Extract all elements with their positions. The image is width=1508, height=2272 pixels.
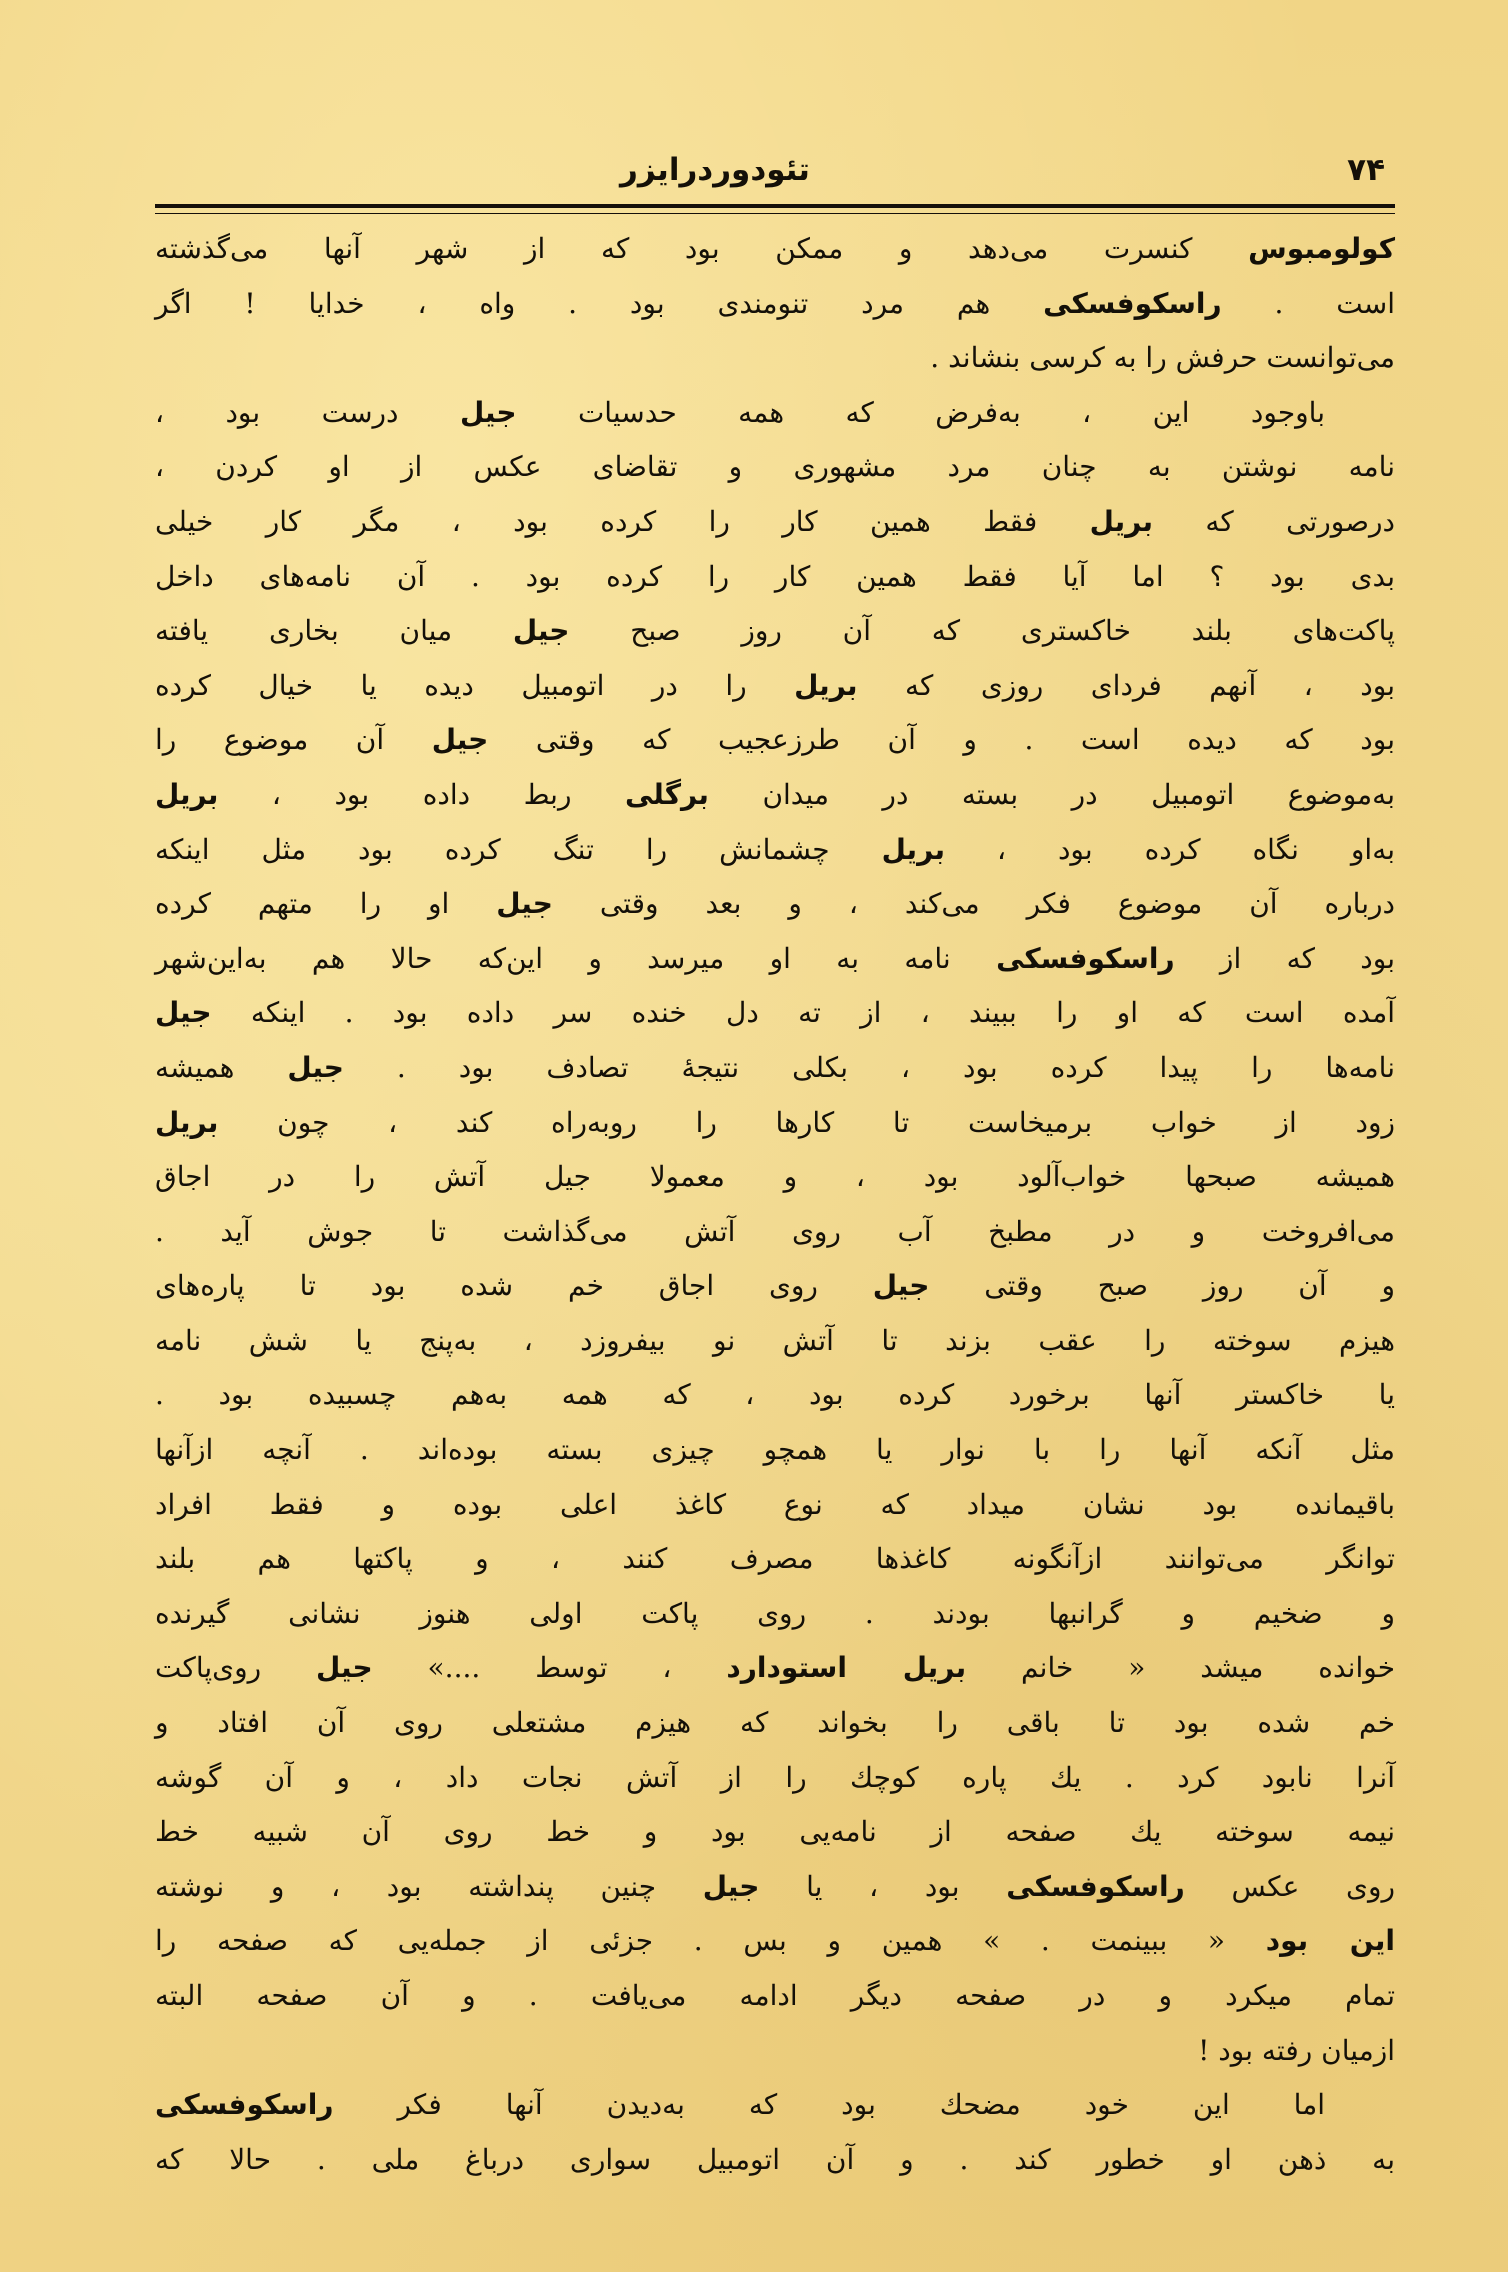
line-text: و ضخیم و گرانبها بودند . روی پاکت اولی هنوز نشانی گیرنده bbox=[155, 1596, 1395, 1630]
bold-name: جیل bbox=[155, 996, 212, 1030]
text-line bbox=[155, 1150, 1395, 1205]
line-text: فقط همین کار را کرده بود ، مگر کار خیلی bbox=[155, 504, 1090, 538]
line-text: همیشه صبحها خواب‌آلود بود ، و معمولا جیل آتش را در اجاق bbox=[155, 1160, 1395, 1194]
text-line bbox=[155, 222, 1395, 277]
text-line bbox=[155, 1423, 1395, 1478]
line-text: آمده است که او را ببیند ، از ته دل خنده سر داده بود . اینکه bbox=[211, 996, 1395, 1030]
line-text: آنرا نابود کرد . یك پاره کوچك را از آتش نجات داد ، و آن گوشه bbox=[155, 1760, 1395, 1794]
bold-name: بریل bbox=[155, 777, 219, 811]
line-text: روی‌پاکت bbox=[155, 1651, 317, 1685]
bold-name: جیل bbox=[872, 1269, 930, 1303]
line-text: پاکت‌های بلند خاکستری که آن روز صبح bbox=[569, 614, 1395, 648]
line-text: است . bbox=[1221, 286, 1395, 320]
body-text bbox=[155, 222, 1395, 2187]
line-text: را در اتومبیل دیده یا خیال کرده bbox=[155, 668, 795, 702]
text-line bbox=[155, 1041, 1395, 1096]
bold-name: راسکوفسکی bbox=[996, 941, 1175, 975]
bold-name: بریل bbox=[155, 1105, 219, 1139]
line-text: ازمیان رفته بود ! bbox=[1198, 2033, 1395, 2067]
line-text: به ذهن او خطور کند . و آن اتومبیل سواری درباغ ملی . حالا که bbox=[155, 2142, 1395, 2176]
text-line bbox=[155, 2133, 1395, 2188]
bold-name: جیل bbox=[287, 1050, 344, 1084]
text-line bbox=[155, 1805, 1395, 1860]
text-line bbox=[155, 713, 1395, 768]
text-line bbox=[155, 659, 1395, 714]
text-line bbox=[155, 768, 1395, 823]
bold-name: برگلی bbox=[624, 777, 709, 811]
line-text: روی عکس bbox=[1184, 1869, 1395, 1903]
text-line bbox=[155, 1532, 1395, 1587]
bold-name: راسکوفسکی bbox=[1006, 1869, 1185, 1903]
text-line bbox=[155, 1314, 1395, 1369]
bold-name: بریل bbox=[881, 832, 945, 866]
text-line bbox=[155, 386, 1395, 441]
line-text: درست بود ، bbox=[155, 395, 460, 429]
line-text: ربط داده بود ، bbox=[218, 777, 625, 811]
line-text: همیشه bbox=[155, 1050, 288, 1084]
line-text: میان بخاری یافته bbox=[155, 614, 513, 648]
text-line bbox=[155, 1641, 1395, 1696]
line-text: نامه نوشتن به چنان مرد مشهوری و تقاضای عکس از او کردن ، bbox=[155, 450, 1395, 484]
text-line bbox=[155, 1696, 1395, 1751]
text-line bbox=[155, 1969, 1395, 2024]
line-text: نیمه سوخته یك صفحه از نامه‌یی بود و خط روی آن شبیه خط bbox=[155, 1815, 1395, 1849]
text-line bbox=[155, 1751, 1395, 1806]
line-text: مثل آنکه آنها را با نوار یا همچو چیزی بسته بوده‌اند . آنچه ازآنها bbox=[155, 1433, 1395, 1467]
text-line bbox=[155, 604, 1395, 659]
line-text: آن موضوع را bbox=[155, 723, 432, 757]
bold-name: این بود bbox=[1265, 1924, 1395, 1958]
line-text: خم شده بود تا باقی را بخواند که هیزم مشتعلی روی آن افتاد و bbox=[155, 1706, 1395, 1740]
line-text: نامه به او میرسد و این‌که حالا هم به‌این‌شهر bbox=[155, 941, 997, 975]
line-text: یا خاکستر آنها برخورد کرده بود ، که همه به‌هم چسبیده بود . bbox=[155, 1378, 1395, 1412]
line-text: به‌موضوع اتومبیل در بسته در میدان bbox=[708, 777, 1395, 811]
text-line bbox=[155, 1096, 1395, 1151]
text-line bbox=[155, 2078, 1395, 2133]
bold-name: جیل bbox=[431, 723, 489, 757]
text-line bbox=[155, 331, 1395, 386]
line-text: به‌او نگاه کرده بود ، bbox=[945, 832, 1395, 866]
text-line bbox=[155, 550, 1395, 605]
line-text: کنسرت می‌دهد و ممکن بود که از شهر آنها می‌گذشته bbox=[155, 232, 1249, 265]
line-text: او را متهم کرده bbox=[155, 887, 497, 921]
bold-name: جیل bbox=[316, 1651, 373, 1685]
line-text: بدی بود ؟ اما آیا فقط همین کار را کرده بود . آن نامه‌های داخل bbox=[155, 559, 1395, 593]
line-text: هیزم سوخته را عقب بزند تا آتش نو بیفروزد ، به‌پنج یا شش نامه bbox=[155, 1323, 1395, 1357]
text-line bbox=[155, 877, 1395, 932]
running-title: تئودوردرایزر bbox=[620, 152, 810, 188]
header-rule-thick bbox=[155, 204, 1395, 208]
text-line bbox=[155, 1368, 1395, 1423]
text-line bbox=[155, 495, 1395, 550]
line-text: باوجود این ، به‌فرض که همه حدسیات bbox=[516, 395, 1325, 429]
line-text: بود که از bbox=[1174, 941, 1395, 975]
line-text: و آن روز صبح وقتی bbox=[929, 1269, 1396, 1303]
line-text: درصورتی که bbox=[1153, 504, 1395, 538]
text-line bbox=[155, 1587, 1395, 1642]
text-line bbox=[155, 1914, 1395, 1969]
header-rule-thin bbox=[155, 213, 1395, 214]
line-text: تمام میکرد و در صفحه دیگر ادامه می‌یافت . و آن صفحه البته bbox=[155, 1979, 1395, 2012]
text-line bbox=[155, 277, 1395, 332]
text-line bbox=[155, 823, 1395, 878]
bold-name: بریل bbox=[1089, 504, 1154, 538]
text-line bbox=[155, 1860, 1395, 1915]
line-text: درباره آن موضوع فکر می‌کند ، و بعد وقتی bbox=[552, 887, 1395, 921]
line-text: می‌افروخت و در مطبخ آب روی آتش می‌گذاشت تا جوش آید . bbox=[155, 1214, 1395, 1248]
line-text: هم مرد تنومندی بود . واه ، خدایا ! اگر bbox=[155, 286, 1044, 320]
line-text: چشمانش را تنگ کرده بود مثل اینکه bbox=[155, 832, 882, 866]
line-text: « ببینمت . » همین و بس . جزئی از جمله‌یی که صفحه را bbox=[155, 1924, 1266, 1958]
bold-name: جیل bbox=[702, 1869, 760, 1903]
line-text: روی اجاق خم شده بود تا پاره‌های bbox=[155, 1269, 873, 1303]
text-line bbox=[155, 1205, 1395, 1260]
line-text: بود که دیده است . و آن طرزعجیب که وقتی bbox=[488, 723, 1395, 757]
page-number: ۷۴ bbox=[1347, 152, 1385, 188]
bold-name: جیل bbox=[496, 887, 553, 921]
line-text: اما این خود مضحك بود که به‌دیدن آنها فکر bbox=[333, 2088, 1325, 2122]
bold-name: راسکوفسکی bbox=[1043, 286, 1222, 320]
bold-name: جیل bbox=[459, 395, 517, 429]
text-line bbox=[155, 986, 1395, 1041]
bold-name: جیل bbox=[512, 614, 570, 648]
line-text: توانگر می‌توانند ازآنگونه کاغذها مصرف کنند ، و پاکتها هم بلند bbox=[155, 1542, 1395, 1576]
line-text: خوانده میشد « خانم bbox=[966, 1651, 1396, 1685]
bold-name: راسکوفسکی bbox=[155, 2088, 334, 2122]
line-text: نامه‌ها را پیدا کرده بود ، بکلی نتیجهٔ تصادف بود . bbox=[343, 1050, 1396, 1084]
text-line bbox=[155, 440, 1395, 495]
bold-name: بریل استودارد bbox=[726, 1651, 967, 1685]
text-line bbox=[155, 1259, 1395, 1314]
line-text: ، توسط ....» bbox=[372, 1651, 727, 1685]
bold-name: کولومبوس bbox=[1248, 232, 1395, 265]
text-line bbox=[155, 1478, 1395, 1533]
line-text: چنین پنداشته بود ، و نوشته bbox=[155, 1869, 703, 1903]
line-text: باقیمانده بود نشان میداد که نوع کاغذ اعلی بوده و فقط افراد bbox=[155, 1487, 1395, 1521]
line-text: زود از خواب برمیخاست تا کارها را روبه‌راه کند ، چون bbox=[218, 1105, 1395, 1139]
line-text: بود ، یا bbox=[759, 1869, 1007, 1903]
bold-name: بریل bbox=[794, 668, 858, 702]
text-line bbox=[155, 2024, 1395, 2079]
text-line bbox=[155, 932, 1395, 987]
line-text: بود ، آنهم فردای روزی که bbox=[857, 668, 1395, 702]
page-header bbox=[155, 148, 1395, 192]
line-text: می‌توانست حرفش را به کرسی بنشاند . bbox=[930, 341, 1395, 375]
